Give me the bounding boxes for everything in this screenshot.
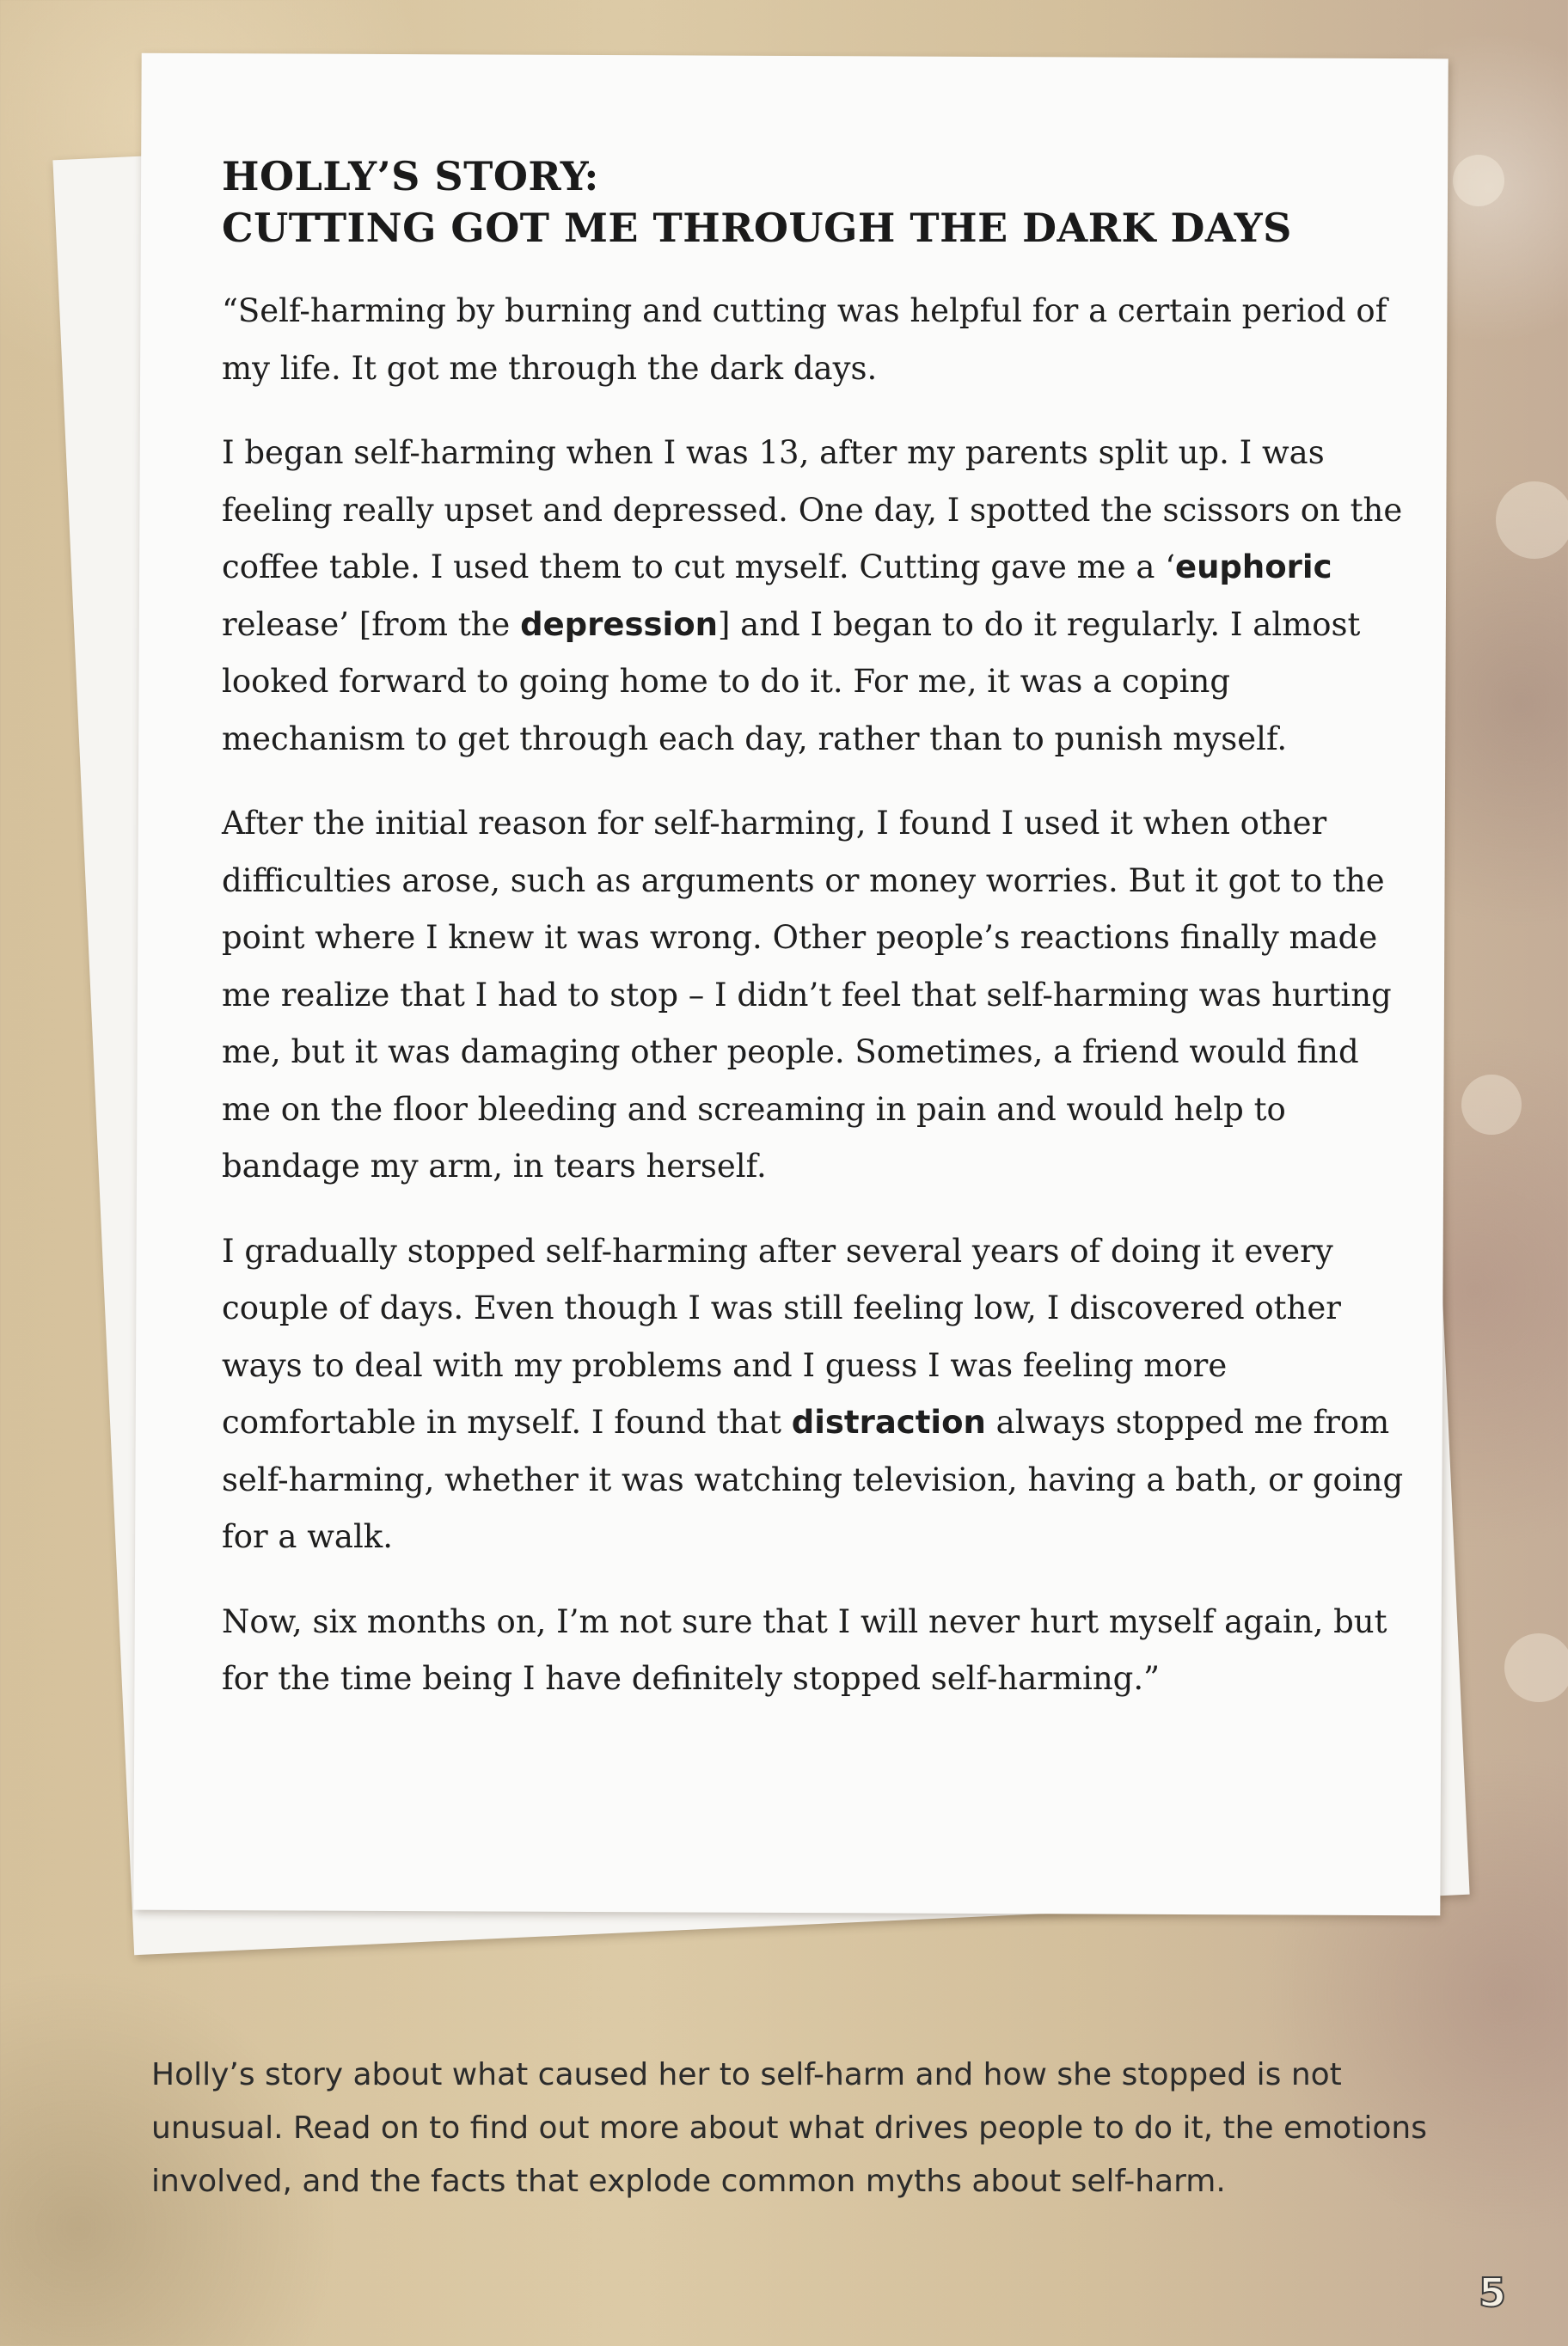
story-paragraph-4-text-b: always stopped me from self-harming, whether it was watching television, having a bath, or going for a walk. (222, 1404, 1404, 1555)
story-paragraph-2-text-b: release’ [from the (222, 605, 521, 643)
background-spot (1453, 155, 1504, 206)
story-paragraph-4 (222, 1223, 1408, 1566)
story-paragraph-2-text-c: ] and I began to do it regularly. I almost looked forward to going home to do it. For me, it was a coping mechanism to get through each day, rather than to punish myself. (222, 605, 1361, 757)
background-spot (1496, 481, 1568, 559)
page-number: 5 (1479, 2269, 1507, 2316)
story-paragraph-4-text-a: I gradually stopped self-harming after several years of doing it every couple of days. Even though I was still feeling low, I discovered other ways to deal with my problems and I guess I was feeling more comfortable in myself. I found that (222, 1232, 1341, 1441)
story-paragraph-2-text-a: I began self-harming when I was 13, after my parents split up. I was feeling really upset and depressed. One day, I spotted the scissors on the coffee table. I used them to cut myself. Cutting gave me a ‘ (222, 434, 1403, 585)
story-paragraph-1: “Self-harming by burning and cutting was helpful for a certain period of my life. It got me through the dark days. (222, 292, 1387, 387)
glossary-term-depression: depression (520, 605, 718, 643)
story-paragraph-2 (222, 425, 1408, 768)
story-title-line1: HOLLY’S STORY: (222, 153, 599, 199)
glossary-term-euphoric: euphoric (1175, 548, 1332, 585)
story-title (222, 150, 1408, 254)
glossary-term-distraction: distraction (791, 1404, 986, 1441)
story-box (222, 150, 1408, 1736)
background-spot (1461, 1075, 1522, 1135)
story-title-line2: CUTTING GOT ME THROUGH THE DARK DAYS (222, 205, 1292, 251)
background-spot (1504, 1633, 1568, 1702)
story-paragraph-5: Now, six months on, I’m not sure that I will never hurt myself again, but for the time being I have definitely stopped self-harming.” (222, 1602, 1387, 1697)
caption-text: Holly’s story about what caused her to self-harm and how she stopped is not unusual. Read on to find out more about what drives people to do it, the emotions involved, and the facts that explode common myths about self-harm. (151, 2057, 1427, 2199)
story-paragraph-3: After the initial reason for self-harming, I found I used it when other difficulties arose, such as arguments or money worries. But it got to the point where I knew it was wrong. Other people’s reactions finally made me realize that I had to stop – I didn’t feel that self-harming was hurting me, but it was damaging other people. Sometimes, a friend would find me on the floor bleeding and screaming in pain and would help to bandage my arm, in tears herself. (222, 805, 1392, 1185)
